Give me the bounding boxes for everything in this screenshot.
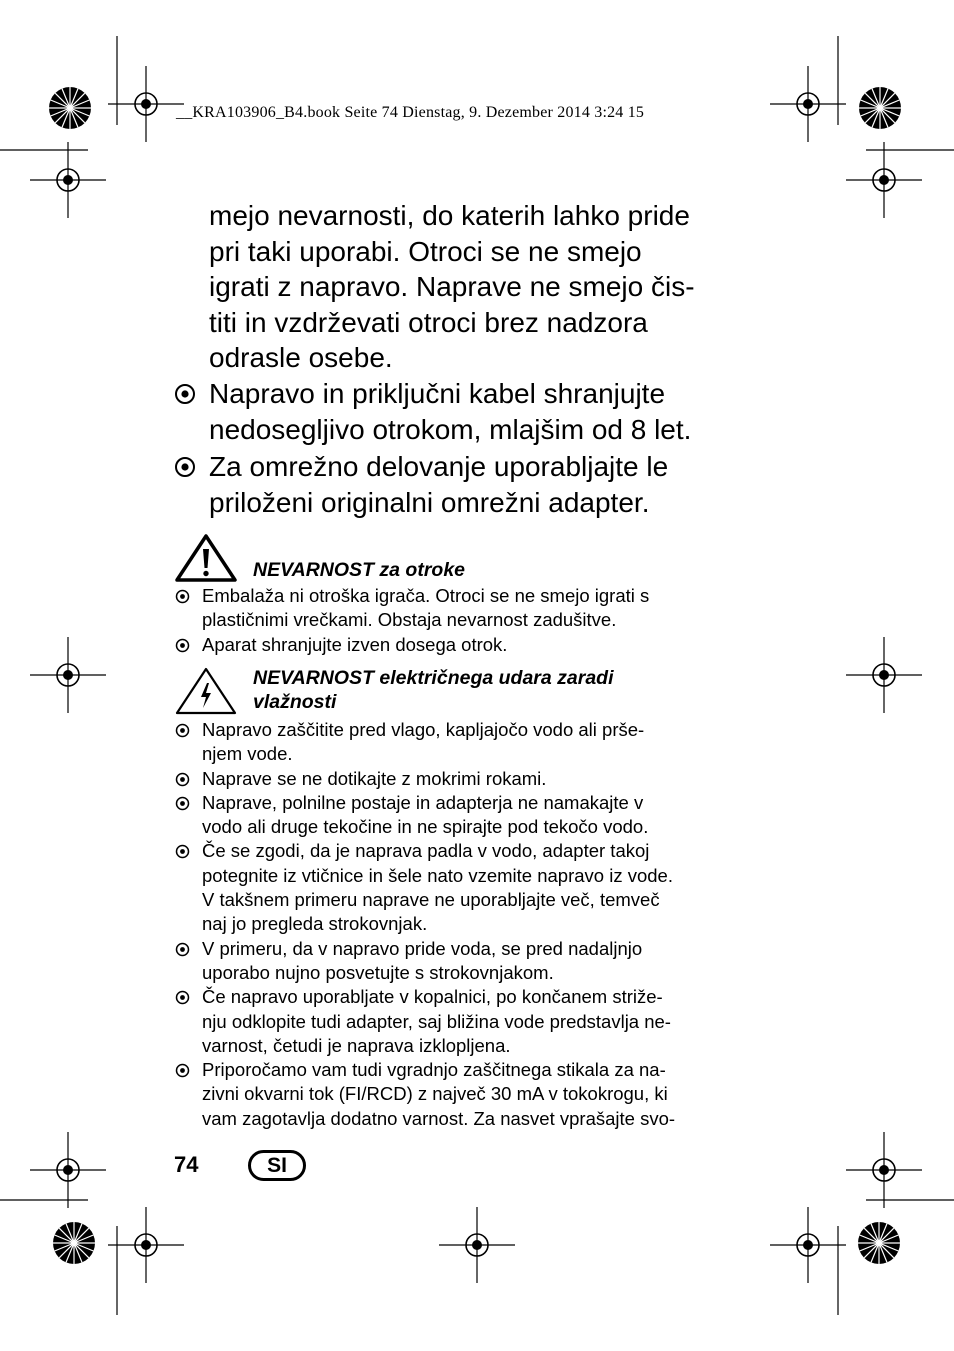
list-item-line: Če se zgodi, da je naprava padla v vodo, adapter takoj (202, 840, 650, 862)
circle-dot-bullet-icon (175, 942, 190, 957)
list-item-line: uporabo nujno posvetujte s strokovnjakom. (202, 961, 554, 983)
list-item (174, 633, 734, 657)
warning-title-line: vlažnosti (253, 691, 337, 713)
intro-line: odrasle osebe. (209, 342, 393, 373)
circle-dot-bullet-icon (175, 772, 190, 787)
warning-title (253, 666, 713, 714)
warning-electric-list (174, 718, 734, 1131)
list-item-line: Naprave se ne dotikajte z mokrimi rokami. (202, 767, 547, 789)
warning-exclamation-icon (174, 533, 238, 583)
list-item-line: Napravo in priključni kabel shranjujte (209, 378, 666, 409)
list-item (174, 791, 734, 840)
list-item (174, 376, 744, 447)
list-item-line: Priporočamo vam tudi vgradnjo zaščitnega stikala za na- (202, 1059, 666, 1081)
list-item-line: vam zagotavlja dodatno varnost. Za nasvet vprašajte svo- (202, 1107, 676, 1129)
list-item (174, 449, 744, 520)
circle-dot-bullet-icon (175, 638, 190, 653)
print-info-header: __KRA103906_B4.book Seite 74 Dienstag, 9. Dezember 2014 3:24 15 (176, 104, 645, 121)
intro-line: mejo nevarnosti, do katerih lahko pride (209, 200, 690, 231)
list-item-line: priloženi originalni omrežni adapter. (209, 486, 650, 518)
list-item-line: zivni okvarni tok (FI/RCD) z največ 30 mA v tokokrogu, ki (202, 1083, 668, 1105)
circle-dot-bullet-icon (175, 723, 190, 738)
warning-lightning-icon (174, 666, 238, 716)
warning-children-list (174, 584, 734, 657)
list-item-line: vodo ali druge tekočine in ne spirajte pod tekočo vodo. (202, 816, 649, 838)
page-number: 74 (174, 1152, 199, 1177)
intro-paragraph (209, 198, 739, 376)
list-item-line: Za omrežno delovanje uporabljajte le (209, 451, 669, 482)
circle-dot-bullet-icon (174, 456, 196, 478)
list-item-line: Embalaža ni otroška igrača. Otroci se ne smejo igrati s (202, 585, 650, 606)
intro-line: pri taki uporabi. Otroci se ne smejo (209, 235, 642, 267)
list-item-line: nedosegljivo otrokom, mlajšim od 8 let. (209, 413, 692, 445)
list-item-line: varnost, četudi je naprava izklopljena. (202, 1034, 511, 1056)
list-item-line: njem vode. (202, 743, 293, 765)
list-item-line: Napravo zaščitite pred vlago, kapljajočo vodo ali prše- (202, 719, 645, 740)
list-item-line: V takšnem primeru naprave ne uporabljajte več, temveč (202, 889, 660, 911)
list-item (174, 937, 734, 986)
list-item-line: plastičnimi vrečkami. Obstaja nevarnost zadušitve. (202, 609, 617, 631)
list-item (174, 718, 734, 767)
list-item (174, 1058, 734, 1131)
list-item-line: potegnite iz vtičnice in šele nato vzemite napravo iz vode. (202, 864, 673, 886)
list-item-line: Če napravo uporabljate v kopalnici, po končanem strižе- (202, 986, 663, 1008)
list-item (174, 839, 734, 936)
list-item (174, 767, 734, 791)
list-item-line: Aparat shranjujte izven dosega otrok. (202, 633, 508, 655)
circle-dot-bullet-icon (174, 383, 196, 405)
list-item (174, 985, 734, 1058)
circle-dot-bullet-icon (175, 1063, 190, 1078)
circle-dot-bullet-icon (175, 589, 190, 604)
circle-dot-bullet-icon (175, 990, 190, 1005)
list-item-line: Naprave, polnilne postaje in adapterja ne namakajte v (202, 791, 644, 813)
list-item-line: naj jo pregleda strokovnjak. (202, 913, 428, 935)
circle-dot-bullet-icon (175, 796, 190, 811)
warning-title-line: NEVARNOST električnega udara zaradi (253, 667, 614, 689)
list-item-line: nju odklopite tudi adapter, saj bližina vode predstavlja ne- (202, 1010, 671, 1032)
warning-title: NEVARNOST za otroke (253, 559, 466, 581)
list-item-line: V primeru, da v napravo pride voda, se pred nadaljnjo (202, 937, 643, 959)
list-item (174, 584, 734, 633)
language-badge: SI (248, 1150, 306, 1181)
intro-line: titi in vzdrževati otroci brez nadzora (209, 306, 648, 338)
circle-dot-bullet-icon (175, 844, 190, 859)
intro-line: igrati z napravo. Naprave ne smejo čis- (209, 271, 695, 302)
